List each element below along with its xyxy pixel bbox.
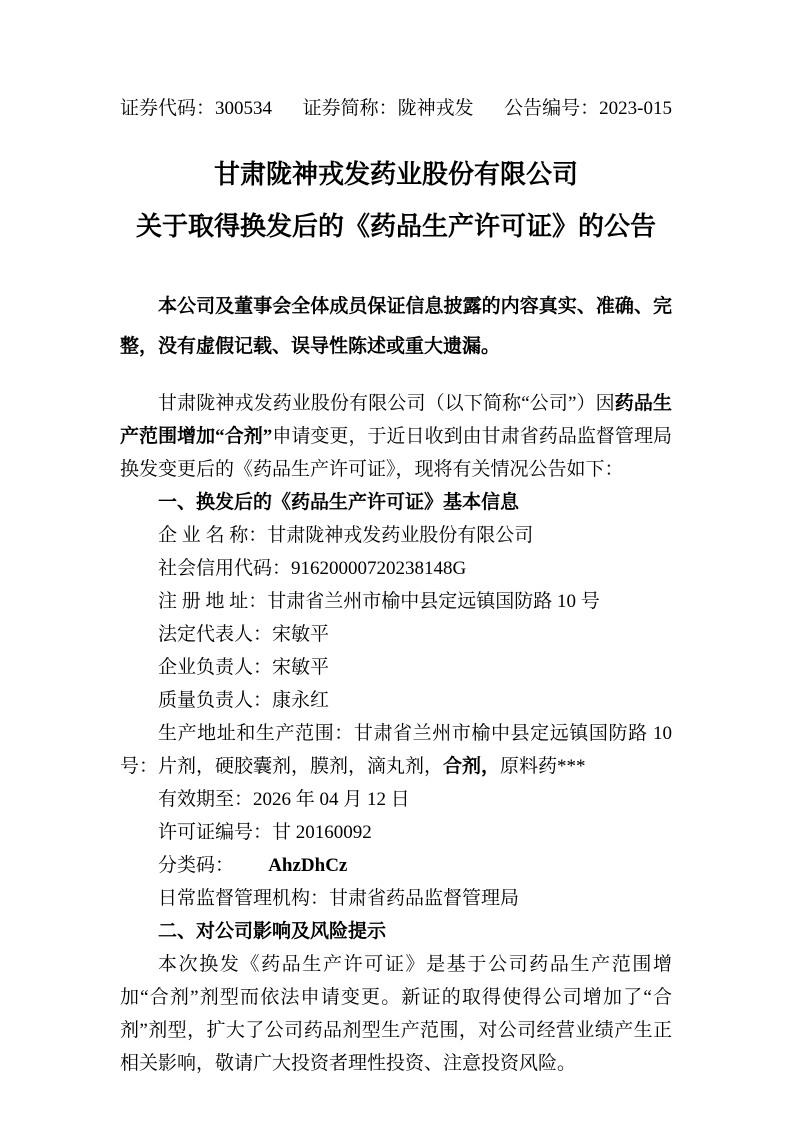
company-name-line: 企 业 名 称：甘肃陇神戎发药业股份有限公司 [158,525,534,546]
stock-short-name: 证券简称：陇神戎发 [302,98,474,119]
legal-representative-line: 法定代表人：宋敏平 [158,624,330,645]
production-scope-bold: 合剂， [443,756,501,777]
company-title: 甘肃陇神戎发药业股份有限公司 [213,160,578,189]
intro-text-pre: 甘肃陇神戎发药业股份有限公司（以下简称“公司”）因 [158,393,615,414]
impact-paragraph: 本次换发《药品生产许可证》是基于公司药品生产范围增加“合剂”剂型而依法申请变更。新证的取得使得公司增加了“合剂”剂型，扩大了公司药品剂型生产范围，对公司经营业绩产生正相关影响，敬请广大投资者理性投资、注意投资风险。 [120,954,672,1074]
class-code-value: AhzDhCz [268,855,348,876]
production-scope-post: 原料药*** [500,756,586,777]
class-code-line [120,849,672,882]
valid-until-line: 有效期至：2026 年 04 月 12 日 [158,789,410,810]
production-scope-pre: 生产地址和生产范围：甘肃省兰州市榆中县定远镇国防路 10 号：片剂，硬 [120,723,672,777]
class-code-label: 分类码： [158,855,235,876]
registered-address-line: 注 册 地 址：甘肃省兰州市榆中县定远镇国防路 10 号 [158,591,600,612]
supervisor-line: 日常监督管理机构：甘肃省药品监督管理局 [158,888,520,909]
production-scope-line [120,717,672,783]
company-principal-line: 企业负责人：宋敏平 [158,657,330,678]
intro-paragraph [120,387,672,486]
section2-heading: 二、对公司影响及风险提示 [158,921,387,942]
credit-code-line: 社会信用代码：91620000720238148G [158,558,467,579]
intro-text-post: 申请变更，于近日收到由甘肃省药品监督管理局换发变更后的《药品生产许可证》，现将有关情况公告如下： [120,426,672,480]
disclaimer-paragraph: 本公司及董事会全体成员保证信息披露的内容真实、准确、完整，没有虚假记载、误导性陈述或重大遗漏。 [120,296,672,357]
quality-principal-line: 质量负责人：康永红 [158,690,330,711]
production-scope-pre2: 胶囊剂，膜剂，滴丸剂， [234,756,444,777]
stock-code: 证券代码：300534 [120,98,273,119]
intro-text-bold: 药品生产范围增加“合剂” [120,393,672,447]
announcement-number: 公告编号：2023-015 [504,98,672,119]
announcement-title: 关于取得换发后的《药品生产许可证》的公告 [135,212,656,241]
license-number-line: 许可证编号：甘 20160092 [158,822,372,843]
section1-heading: 一、换发后的《药品生产许可证》基本信息 [158,492,520,513]
document-header [120,92,672,125]
